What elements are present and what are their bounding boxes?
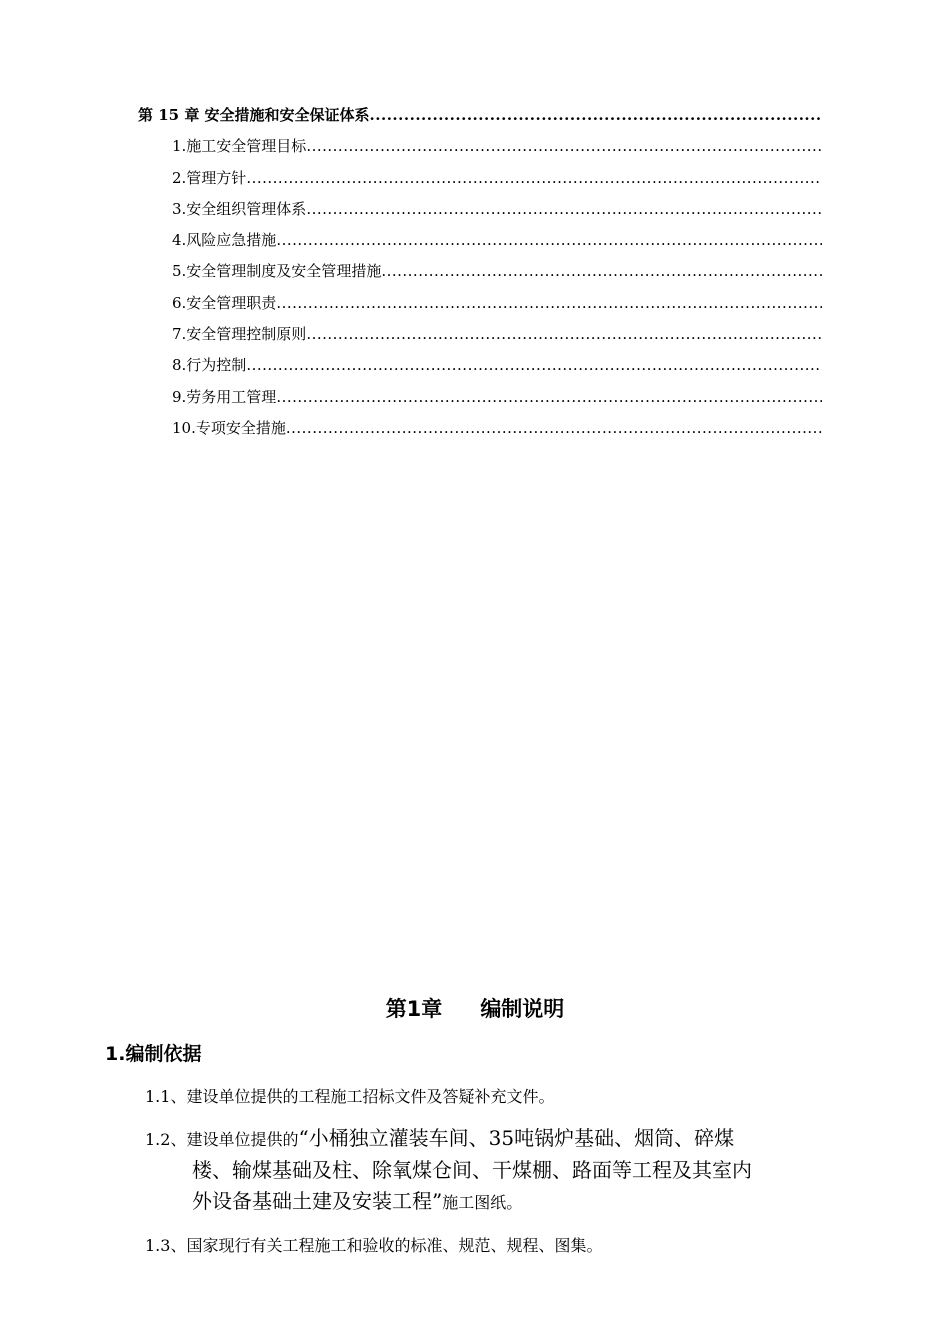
paragraph-suffix: 施工图纸。 [442, 1193, 523, 1212]
toc-item-label: 3.安全组织管理体系 [172, 199, 307, 218]
toc-item[interactable] [138, 227, 822, 258]
toc-item[interactable] [138, 165, 822, 196]
paragraph-1-1: 1.1、建设单位提供的工程施工招标文件及答疑补充文件。 [145, 1087, 555, 1106]
toc-leader-dots [276, 227, 822, 253]
toc-chapter-15[interactable] [138, 102, 822, 133]
toc-chapter-title: 第 15 章 安全措施和安全保证体系 [138, 106, 370, 124]
chapter-title: 编制说明 [480, 997, 565, 1021]
toc-item[interactable] [138, 133, 822, 164]
section-heading: 1.编制依据 [105, 1043, 202, 1065]
toc-item[interactable] [138, 290, 822, 321]
chapter-heading [0, 994, 950, 1024]
toc-item-label: 2.管理方针 [172, 168, 247, 187]
toc-item-label: 6.安全管理职责 [172, 293, 277, 312]
toc-item-label: 10.专项安全措施 [172, 418, 286, 437]
quoted-project-line-1: “小桶独立灌装车间、35吨锅炉基础、烟筒、碎煤 [298, 1126, 735, 1150]
toc-item[interactable] [138, 415, 822, 446]
toc-item-label: 9.劳务用工管理 [172, 387, 277, 406]
toc-item-label: 4.风险应急措施 [172, 231, 277, 250]
toc-item-label: 1.施工安全管理目标 [172, 137, 307, 156]
toc-leader-dots [306, 133, 822, 159]
paragraph-1-2 [145, 1123, 827, 1218]
chapter-number: 第1章 [385, 997, 443, 1021]
toc-leader-dots [286, 415, 822, 441]
toc-leader-dots [276, 384, 822, 410]
toc-item-label: 5.安全管理制度及安全管理措施 [172, 262, 382, 281]
toc-item[interactable] [138, 352, 822, 383]
toc-leader-dots [370, 102, 822, 128]
toc-leader-dots [306, 196, 822, 222]
toc-leader-dots [381, 258, 822, 284]
toc-leader-dots [276, 290, 822, 316]
toc-item-label: 8.行为控制 [172, 356, 247, 375]
quoted-project-line-3: 外设备基础土建及安装工程” [192, 1189, 443, 1213]
toc-leader-dots [246, 352, 822, 378]
paragraph-1-3: 1.3、国家现行有关工程施工和验收的标准、规范、规程、图集。 [145, 1236, 603, 1255]
toc-item[interactable] [138, 384, 822, 415]
toc-item[interactable] [138, 321, 822, 352]
table-of-contents [138, 102, 822, 446]
paragraph-prefix: 1.2、建设单位提供的 [145, 1130, 299, 1149]
quoted-project-line-2: 楼、输煤基础及柱、除氧煤仓间、干煤棚、路面等工程及其室内 [192, 1158, 752, 1182]
toc-leader-dots [246, 165, 822, 191]
toc-item[interactable] [138, 258, 822, 289]
toc-leader-dots [306, 321, 822, 347]
toc-item-label: 7.安全管理控制原则 [172, 325, 307, 344]
toc-item[interactable] [138, 196, 822, 227]
